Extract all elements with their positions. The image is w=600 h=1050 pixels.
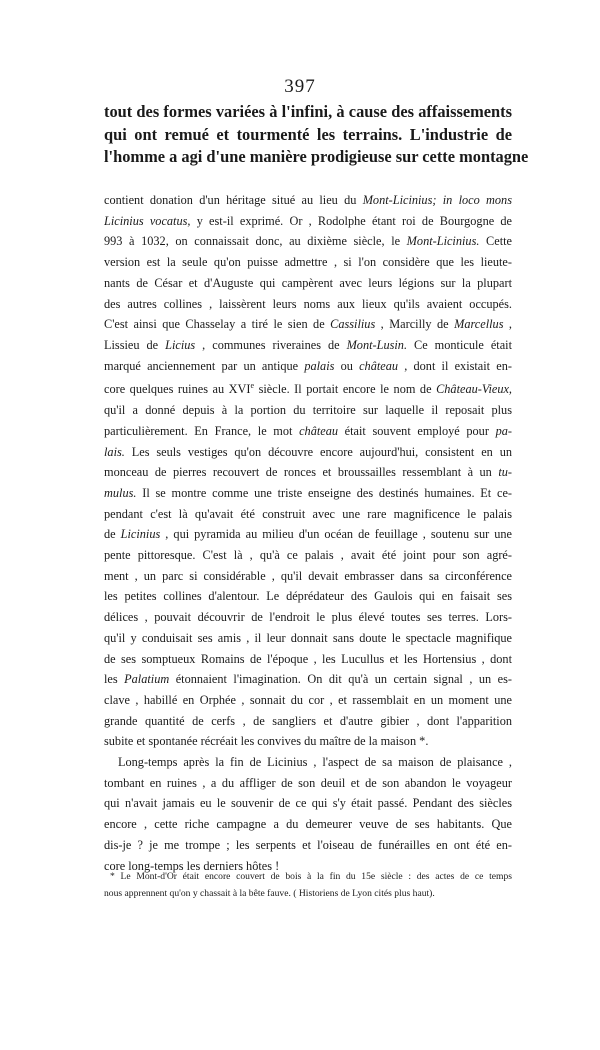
text-line: Lissieu de Licius , communes riveraines de Mont-Lusin. Ce monticule était: [104, 337, 512, 352]
text-line: ment , un parc si considérable , qu'il devait embrasser dans sa circonférence: [104, 568, 512, 583]
text-line: délices , pouvait découvrir de l'endroit le plus élevé toutes ses terres. Lors-: [104, 610, 512, 625]
heading-line: qui ont remué et tourmenté les terrains. L'industrie de: [104, 124, 512, 144]
footnote: [104, 868, 512, 902]
text-line: Licinius vocatus, y est-il exprimé. Or , Rodolphe étant roi de Bourgogne de: [104, 213, 512, 228]
text-line: de ses somptueux Romains de l'époque , les Lucullus et les Hortensius , dont: [104, 651, 512, 666]
body-text: [104, 190, 512, 876]
text-line: core quelques ruines au XVIe siècle. Il portait encore le nom de Château-Vieux,: [104, 381, 512, 397]
text-line: particulièrement. En France, le mot château était souvent employé pour pa-: [104, 423, 512, 438]
text-line: de Licinius , qui pyramida au milieu d'un océan de feuillage , soutenu sur une: [104, 527, 512, 542]
heading-line: tout des formes variées à l'infini, à cause des affaissements: [104, 102, 512, 121]
text-line: nants de César et d'Auguste qui campèrent avec leurs légions sur la plupart: [104, 275, 512, 290]
heading-line: l'homme a agi d'une manière prodigieuse sur cette montagne: [104, 147, 529, 166]
text-line: Long-temps après la fin de Licinius , l'aspect de sa maison de plaisance ,: [118, 755, 512, 770]
text-line: pente pittoresque. C'est là , qu'à ce palais , avait été joint pour son agré-: [104, 548, 512, 563]
text-line: qu'il y conduisait ses amis , il leur donnait sans doute le spectacle magnifique: [104, 630, 512, 645]
text-line: les petites collines d'alentour. Le déprédateur des Gaulois qui en faisait ses: [104, 589, 512, 604]
text-line: monceau de pierres recouvert de ronces et broussailles ressemblant à un tu-: [104, 465, 512, 480]
text-line: contient donation d'un héritage situé au lieu du Mont-Licinius; in loco mons: [104, 193, 512, 207]
text-line: version est la seule qu'on puisse admettre , si l'on considère que les lieute-: [104, 255, 512, 270]
text-line: subite et spontanée récréait les convives du maître de la maison *.: [104, 734, 429, 749]
page-number: 397: [284, 76, 316, 97]
text-line: C'est ainsi que Chasselay a tiré le sien de Cassilius , Marcilly de Marcellus ,: [104, 317, 512, 332]
text-line: qu'il a donné depuis à la portion du territoire sur laquelle il reposait plus: [104, 403, 512, 418]
text-line: grande quantité de cerfs , de sangliers et d'autre gibier , dont l'apparition: [104, 713, 512, 728]
text-line: 993 à 1032, on connaissait donc, au dixième siècle, le Mont-Licinius. Cette: [104, 234, 512, 249]
text-line: lais. Les seuls vestiges qu'on découvre encore aujourd'hui, consistent en un: [104, 444, 512, 459]
footnote-line: nous apprennent qu'on y chassait à la bête fauve. ( Historiens de Lyon cités plus haut).: [104, 888, 435, 899]
text-line: mulus. Il se montre comme une triste enseigne des destinés humaines. Et ce-: [104, 485, 512, 500]
text-line: clave , habillé en Orphée , sonnait du cor , et rassemblait en un moment une: [104, 692, 512, 707]
text-line: tombant en ruines , a du affliger de son deuil et de son abandon le voyageur: [104, 775, 512, 790]
text-line: core long-temps les derniers hôtes !: [104, 858, 280, 873]
heading-block: [104, 101, 529, 169]
text-line: les Palatium étonnaient l'imagination. On dit qu'à un certain signal , un es-: [104, 672, 512, 687]
text-line: qui n'avait jamais eu le souvenir de ce qui s'y était passé. Pendant des siècles: [104, 796, 512, 811]
footnote-line: * Le Mont-d'Or était encore couvert de bois à la fin du 15e siècle : des actes de ce temps: [110, 871, 512, 882]
text-line: dis-je ? je me trompe ; les serpents et l'oiseau de funérailles en ont été en-: [104, 837, 512, 852]
text-line: des autres collines , laissèrent leurs noms aux lieux qu'ils avaient occupés.: [104, 296, 512, 311]
text-line: pendant c'est là qu'avait été construit avec une rare magnificence le palais: [104, 506, 512, 521]
text-line: marqué anciennement par un antique palais ou château , dont il existait en-: [104, 358, 512, 373]
text-line: encore , cette riche campagne a du demeurer veuve de ses habitants. Que: [104, 817, 512, 832]
